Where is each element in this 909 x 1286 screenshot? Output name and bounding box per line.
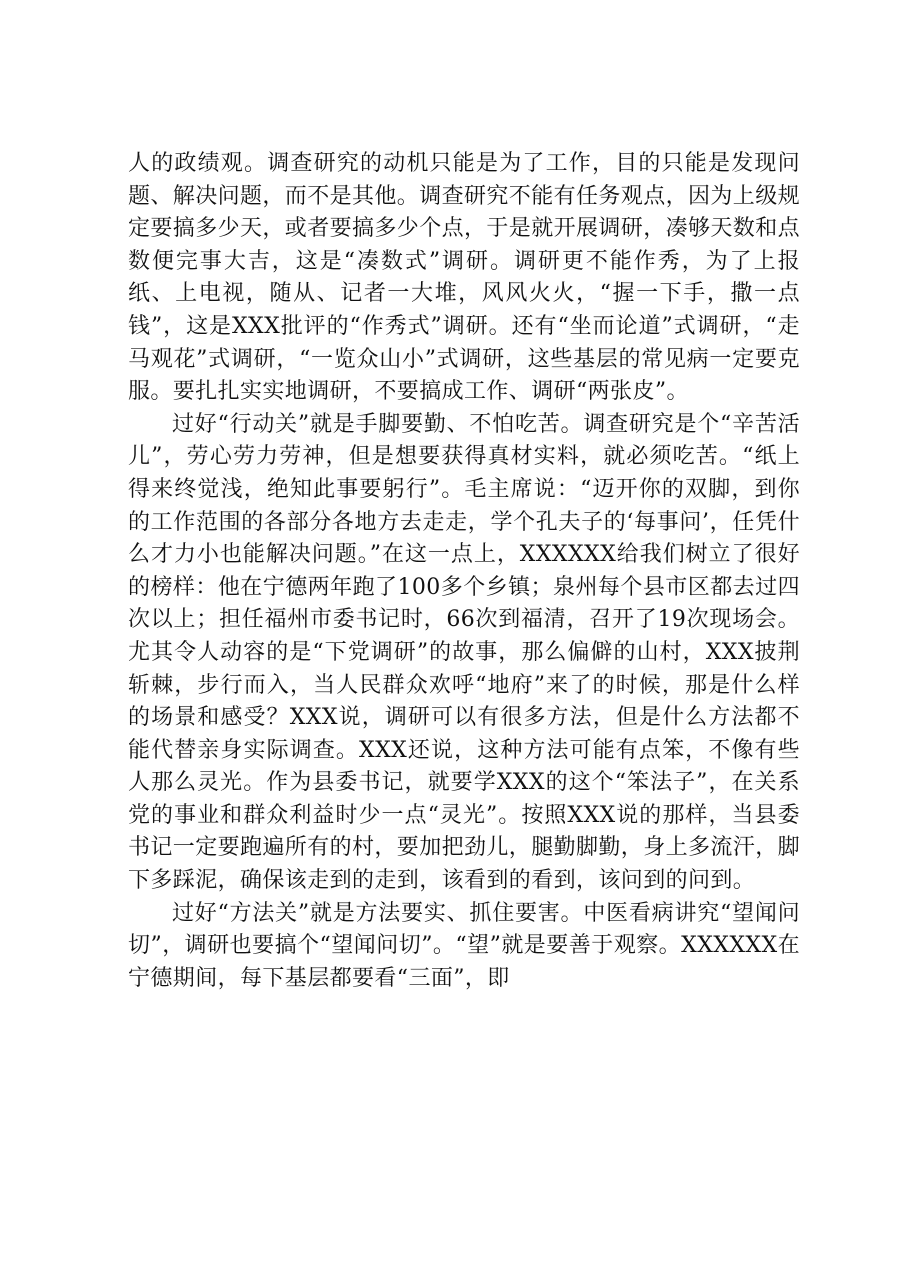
document-page xyxy=(128,148,800,995)
paragraph-continuation: 人的政绩观。调查研究的动机只能是为了工作，目的只能是发现问题、解决问题，而不是其他。调查研究不能有任务观点，因为上级规定要搞多少天，或者要搞多少个点，于是就开展调研，凑够天数和点数便完事大吉，这是“凑数式”调研。调研更不能作秀，为了上报纸、上电视，随从、记者一大堆，风风火火，“握一下手，撒一点钱”，这是XXX批评的“作秀式”调研。还有“坐而论道”式调研，“走马观花”式调研，“一览众山小”式调研，这些基层的常见病一定要克服。要扎扎实实地调研，不要搞成工作、调研“两张皮”。 xyxy=(128,151,801,405)
paragraph-method-pass: 过好“方法关”就是方法要实、抓住要害。中医看病讲究“望闻问切”，调研也要搞个“望闻问切”。“望”就是要善于观察。XXXXXX在宁德期间，每下基层都要看“三面”，即 xyxy=(128,900,800,991)
paragraph-action-pass: 过好“行动关”就是手脚要勤、不怕吃苦。调查研究是个“辛苦活儿”，劳心劳力劳神，但是想要获得真材实料，就必须吃苦。“纸上得来终觉浅，绝知此事要躬行”。毛主席说：“迈开你的双脚，到你的工作范围的各部分各地方去走走，学个孔夫子的‘每事问’，任凭什么才力小也能解决问题。”在这一点上，XXXXXX给我们树立了很好的榜样：他在宁德两年跑了100多个乡镇；泉州每个县市区都去过四次以上；担任福州市委书记时，66次到福清，召开了19次现场会。尤其令人动容的是“下党调研”的故事，那么偏僻的山村，XXX披荆斩棘，步行而入，当人民群众欢呼“地府”来了的时候，那是什么样的场景和感受？XXX说，调研可以有很多方法，但是什么方法都不能代替亲身实际调查。XXX还说，这种方法可能有点笨，不像有些人那么灵光。作为县委书记，就要学XXX的这个“笨法子”，在关系党的事业和群众利益时少一点“灵光”。按照XXX说的那样，当县委书记一定要跑遍所有的村，要加把劲儿，腿勤脚勤，身上多流汗，脚下多踩泥，确保该走到的走到，该看到的看到，该问到的问到。 xyxy=(128,411,801,894)
